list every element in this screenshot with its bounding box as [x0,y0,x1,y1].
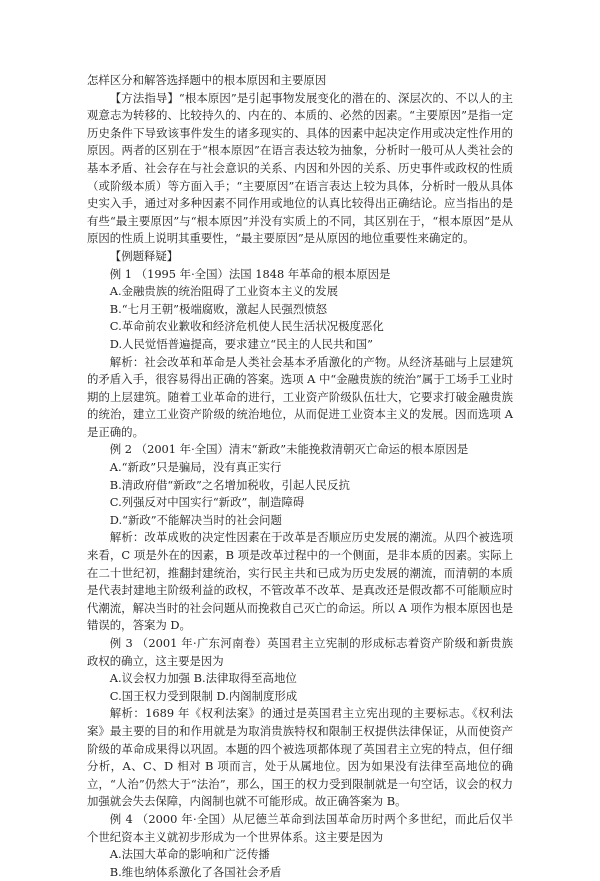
option-c: C.列强反对中国实行“新政”，制造障碍 [109,495,305,510]
example-4 [87,811,513,881]
document-page [87,72,513,881]
option-b: B.维也纳体系激化了各国社会矛盾 [109,864,282,879]
example-analysis: 解析：社会改革和革命是人类社会基本矛盾激化的产物。从经济基础与上层建筑的矛盾入手，很容易得出正确的答案。选项 A 中“金融贵族的统治”属于工场手工业时期的上层建筑。随着工业革命的进行，工业资产阶级队伍壮大，它要求打破金融贵族的统治，建立工业资产阶级的统治地位，从而促进工业资本主义的发展。因而选项 A 是正确的。 [87,354,513,439]
example-analysis: 解析：1689 年《权利法案》的通过是英国君主立宪出现的主要标志。《权利法案》最主要的目的和作用就是为取消贵族特权和限制王权提供法律保证，从而使资产阶级的革命成果得以巩固。本题的四个被选项都体现了英国君主立宪的特点，但仔细分析，A、C、D 相对 B 项而言，处于从属地位。因为如果没有法律至高地位的确立，“人治”仍然大于“法治”，那么，国王的权力受到限制就是一句空话，议会的权力加强就会失去保障，内阁制也就不可能形成。故正确答案为 B。 [87,706,513,809]
example-question: 例 3 （2001 年·广东河南卷）英国君主立宪制的形成标志着资产阶级和新贵族政权的确立，这主要是因为 [87,636,513,668]
option-d: D.人民觉悟普遍提高，要求建立“民主的人民共和国” [109,336,373,351]
option-c-d: C.国王权力受到限制 D.内阁制度形成 [109,688,298,703]
example-question: 例 1 （1995 年·全国）法国 1848 年革命的根本原因是 [109,266,391,281]
option-a-b: A.议会权力加强 B.法律取得至高地位 [109,671,297,686]
method-guide-text: “根本原因”是引起事物发展变化的潜在的、深层次的、不以人的主观意志为转移的、比较持久的、内在的、本质的、必然的因素。“主要原因”是指一定历史条件下导致该事件发生的诸多现实的、具体的因素中起决定作用或决定性作用的原因。两者的区别在于“根本原因”在语言表达较为抽象，分析时一般可从人类社会的基本矛盾、社会存在与社会意识的关系、内因和外因的关系、历史事件或政权的性质（或阶级本质）等方面入手；“主要原因”在语言表达上较为具体，分析时一般从具体史实入手，通过对多种因素不同作用或地位的认真比较得出正确结论。应当指出的是有些“最主要原因”与“根本原因”并没有实质上的不同，其区别在于，“根本原因”是从原因的性质上说明其重要性，“最主要原因”是从原因的地位重要性来确定的。 [87,90,513,246]
option-c: C.革命前农业歉收和经济危机使人民生活状况极度恶化 [109,319,384,334]
option-a: A.金融贵族的统治阻碍了工业资本主义的发展 [109,284,339,299]
document-title: 怎样区分和解答选择题中的根本原因和主要原因 [87,73,327,87]
method-guide-heading: 【方法指导】 [109,90,179,105]
option-a: A.“新政”只是骗局，没有真正实行 [109,460,282,475]
option-a: A.法国大革命的影响和广泛传播 [109,847,270,862]
example-question: 例 2 （2001 年·全国）清末“新政”未能挽救清朝灭亡命运的根本原因是 [109,442,469,457]
example-analysis: 解析：改革成败的决定性因素在于改革是否顺应历史发展的潮流。从四个被选项来看，C 项是外在的因素，B 项是改革过程中的一个侧面，是非本质的因素。实际上在二十世纪初，推翻封建统治，实行民主共和已成为历史发展的潮流，而清朝的本质是代表封建地主阶级利益的政权，不管改革不改革、是真改还是假改都不可能顺应时代潮流，解决当时的社会问题从而挽救自己灭亡的命运。所以 A 项作为根本原因也是错误的，答案为 D。 [87,530,513,633]
method-guide-paragraph [87,90,513,248]
example-2 [87,441,513,635]
example-question: 例 4 （2000 年·全国）从尼德兰革命到法国革命历时两个多世纪，而此后仅半个世纪资本主义就初步形成为一个世界体系。这主要是因为 [87,811,513,844]
option-b: B.清政府借“新政”之名增加税收，引起人民反抗 [109,477,350,492]
example-1 [87,266,513,442]
examples-heading: 【例题释疑】 [109,248,179,263]
option-b: B.“七月王朝”极端腐败，激起人民强烈愤怒 [109,301,328,316]
option-d: D.“新政”不能解决当时的社会问题 [109,512,282,527]
example-3 [87,635,513,811]
